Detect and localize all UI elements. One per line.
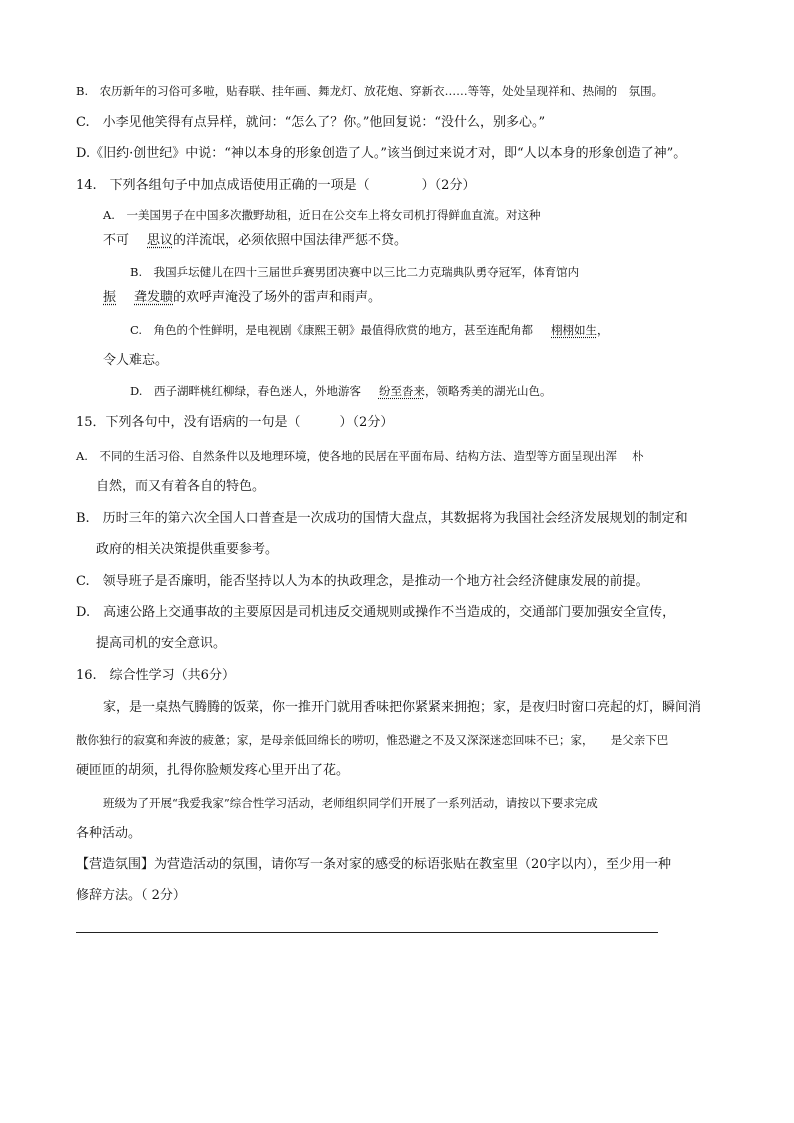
q14-b-text-post: 的欢呼声淹没了场外的雷声和雨声。 [173,290,382,305]
q14-option-a-line1: A. 一美国男子在中国多次撒野劫租，近日在公交车上将女司机打得鲜血直流。对这种 [103,208,541,222]
q14-option-b-line1: B. 我国乒坛健儿在四十三届世乒赛男团决赛中以三比二力克瑞典队勇夺冠军，体育馆内 [130,265,580,279]
q14-option-c-line2: 令人难忘。 [103,353,169,368]
q14-stem: 14. 下列各组句子中加点成语使用正确的一项是（ ）（2分） [76,178,476,193]
q16-passage-line1: 家，是一桌热气腾腾的饭菜，你一推开门就用香味把你紧紧来拥抱；家，是夜归时窗口亮起的灯，瞬间消 [103,700,702,715]
q14-option-d [130,382,551,400]
q14-d-text-pre: D. 西子湖畔桃红柳绿，春色迷人，外地游客 [130,384,361,398]
q15-option-b-line1: B. 历时三年的第六次全国人口普查是一次成功的国情大盘点，其数据将为我国社会经济发展规划的制定和 [76,511,688,526]
q14-c-idiom: 栩栩如生 [551,323,598,337]
q16-task-line2: 修辞方法。（ 2分） [76,888,186,903]
q15-option-c: C. 领导班子是否廉明，能否坚持以人为本的执政理念，是推动一个地方社会经济健康发展的前提。 [76,574,649,589]
q15-option-b-line2: 政府的相关决策提供重要参考。 [96,542,279,557]
q15-option-d-line2: 提高司机的安全意识。 [96,636,227,651]
q13-option-d: D.《旧约·创世纪》中说：“神以本身的形象创造了人。”该当倒过来说才对，即“人以本身的形象创造了神”。 [76,146,687,161]
q14-option-c-line1 [130,321,609,339]
answer-line[interactable] [76,932,658,933]
q16-passage-line2: 散你独行的寂寞和奔波的疲惫；家，是母亲低回绵长的唠叨，惟恐避之不及又深深迷恋回味不已；家， 是父亲下巴 [76,733,669,747]
q15-stem: 15．下列各句中，没有语病的一句是（ ）（2分） [76,415,394,430]
q14-b-idiom-part1: 振 [103,290,117,305]
q15-option-a-line1: A. 不同的生活习俗、自然条件以及地理环境，使各地的民居在平面布局、结构方法、造型等方面呈现出浑 朴 [76,449,644,463]
q16-passage-line3: 硬匝匝的胡须，扎得你脸颊发疼心里开出了花。 [76,763,350,778]
q14-b-idiom-part2: 聋发聩 [134,290,174,305]
q14-c-text-pre: C. 角色的个性鲜明，是电视剧《康熙王朝》最值得欣赏的地方，甚至连配角都 [130,323,534,337]
q14-c-text-post: ， [597,323,609,337]
q15-option-a-line2: 自然，而又有着各自的特色。 [96,479,266,494]
q13-option-b: B. 农历新年的习俗可多啦，贴春联、挂年画、舞龙灯、放花炮、穿新衣……等等，处处呈现祥和、热闹的 氛围。 [76,84,664,98]
q14-a-text-pre: 不可 [103,233,130,248]
q13-option-c: C. 小李见他笑得有点异样，就问：“怎么了？你。”他回复说：“没什么，别多心。” [76,115,546,130]
q14-option-a-line2 [103,232,407,250]
q16-stem: 16. 综合性学习（共6分） [76,668,235,683]
q15-option-d-line1: D. 高速公路上交通事故的主要原因是司机违反交通规则或操作不当造成的，交通部门要加强安全宣传， [76,605,676,620]
q16-instruction-line1: 班级为了开展“我爱我家”综合性学习活动，老师组织同学们开展了一系列活动，请按以下要求完成 [103,796,598,810]
q16-task-line1: 【营造氛围】为营造活动的氛围，请你写一条对家的感受的标语张贴在教室里（20字以内），至少用一种 [76,857,672,872]
q14-option-b-line2 [103,289,381,307]
q14-a-text-post: 的洋流氓，必须依照中国法律严惩不贷。 [173,233,408,248]
q14-d-idiom: 纷至沓来 [378,384,425,398]
q14-a-idiom: 思议 [147,233,174,248]
q16-instruction-line2: 各种活动。 [76,826,142,841]
q14-d-text-post: ，领略秀美的湖光山色。 [424,384,552,398]
